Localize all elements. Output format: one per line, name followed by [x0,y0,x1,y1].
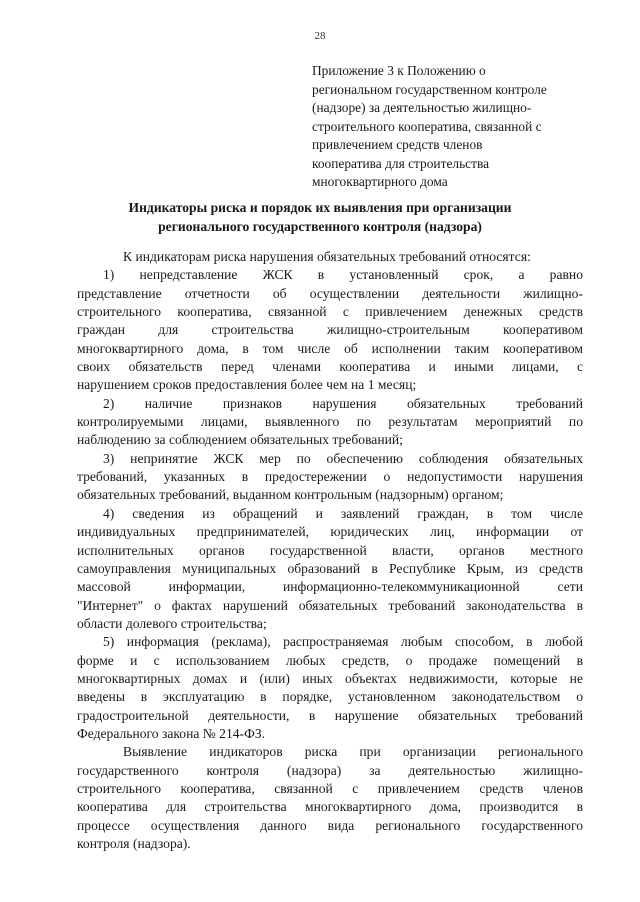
page-number: 28 [314,30,326,42]
body-line: 1) непредставление ЖСК в установленный срок, а равно [103,267,583,283]
body-line: 4) сведения из обращений и заявлений граждан, в том числе [103,505,583,521]
body-line: многоквартирных домах и (или) иных объектах недвижимости, которые не [77,670,583,686]
body-line: требований, указанных в предостережении о недопустимости нарушения [77,469,583,485]
body-line: исполнительных органов государственной власти, органов местного [77,542,583,558]
heading-line: Индикаторы риска и порядок их выявления при организации [128,200,512,215]
body-line: 3) непринятие ЖСК мер по обеспечению соблюдения обязательных [103,450,583,466]
body-line: наблюдению за соблюдением обязательных требований; [77,432,403,448]
body-line: К индикаторам риска нарушения обязательных требований относятся: [123,249,531,264]
appendix-reference [312,62,582,192]
body-line: массовой информации, информационно-телекоммуникационной сети [77,579,583,595]
body-line: строительного кооператива, связанной с привлечением денежных средств [77,304,583,320]
appendix-line: кооператива для строительства [312,155,490,171]
document-body [77,248,583,853]
body-line: обязательных требований, выданном контрольным (надзорным) органом; [77,487,504,503]
appendix-line: многоквартирного дома [312,174,448,189]
body-line: кооператива для строительства многоквартирного дома, производится в [77,799,583,815]
body-line: Федерального закона № 214-ФЗ. [77,725,266,741]
document-heading [60,199,580,236]
body-line: самоуправления муниципальных образований в Республике Крым, из средств [77,560,583,576]
body-line: области долевого строительства; [77,615,267,631]
appendix-line: региональном государственном контроле [312,81,547,97]
body-line: контролируемыми лицами, выявленного по результатам мероприятий по [77,414,583,430]
body-line: процессе осуществления данного вида регионального государственного [77,817,583,833]
body-line: индивидуальных предпринимателей, юридических лиц, информации от [77,524,583,540]
appendix-line: привлечением средств членов [312,137,483,152]
body-line: нарушением сроков предоставления более чем на 1 месяц; [77,377,417,393]
body-line: своих обязательств перед членами кооператива и иными лицами, с [77,359,583,375]
body-line: 2) наличие признаков нарушения обязательных требований [103,395,583,411]
appendix-line: строительного кооператива, связанной с [312,118,542,134]
heading-line: регионального государственного контроля (надзора) [158,218,482,234]
body-line: строительного кооператива, связанной с привлечением средств членов [77,780,583,796]
body-line: представление отчетности об осуществлении деятельности жилищно- [77,285,583,301]
body-line: введены в эксплуатацию в порядке, установленном законодательством о [77,689,583,705]
body-line: форме и с использованием любых средств, о продаже помещений в [77,652,583,668]
body-line: граждан для строительства жилищно-строительным кооперативом [77,322,583,338]
body-line: Выявление индикаторов риска при организации регионального [123,744,583,760]
body-line: градостроительной деятельности, в нарушение обязательных требований [77,707,583,723]
appendix-line: (надзоре) за деятельностью жилищно- [312,100,532,115]
body-line: "Интернет" о фактах нарушений обязательных требований законодательства в [77,597,583,613]
appendix-line: Приложение 3 к Положению о [312,63,486,78]
body-line: многоквартирного дома, в том числе об исполнении таким кооперативом [77,340,583,356]
body-line: государственного контроля (надзора) за деятельностью жилищно- [77,762,583,778]
body-line: 5) информация (реклама), распространяемая любым способом, в любой [103,634,583,650]
body-line: контроля (надзора). [77,836,191,851]
